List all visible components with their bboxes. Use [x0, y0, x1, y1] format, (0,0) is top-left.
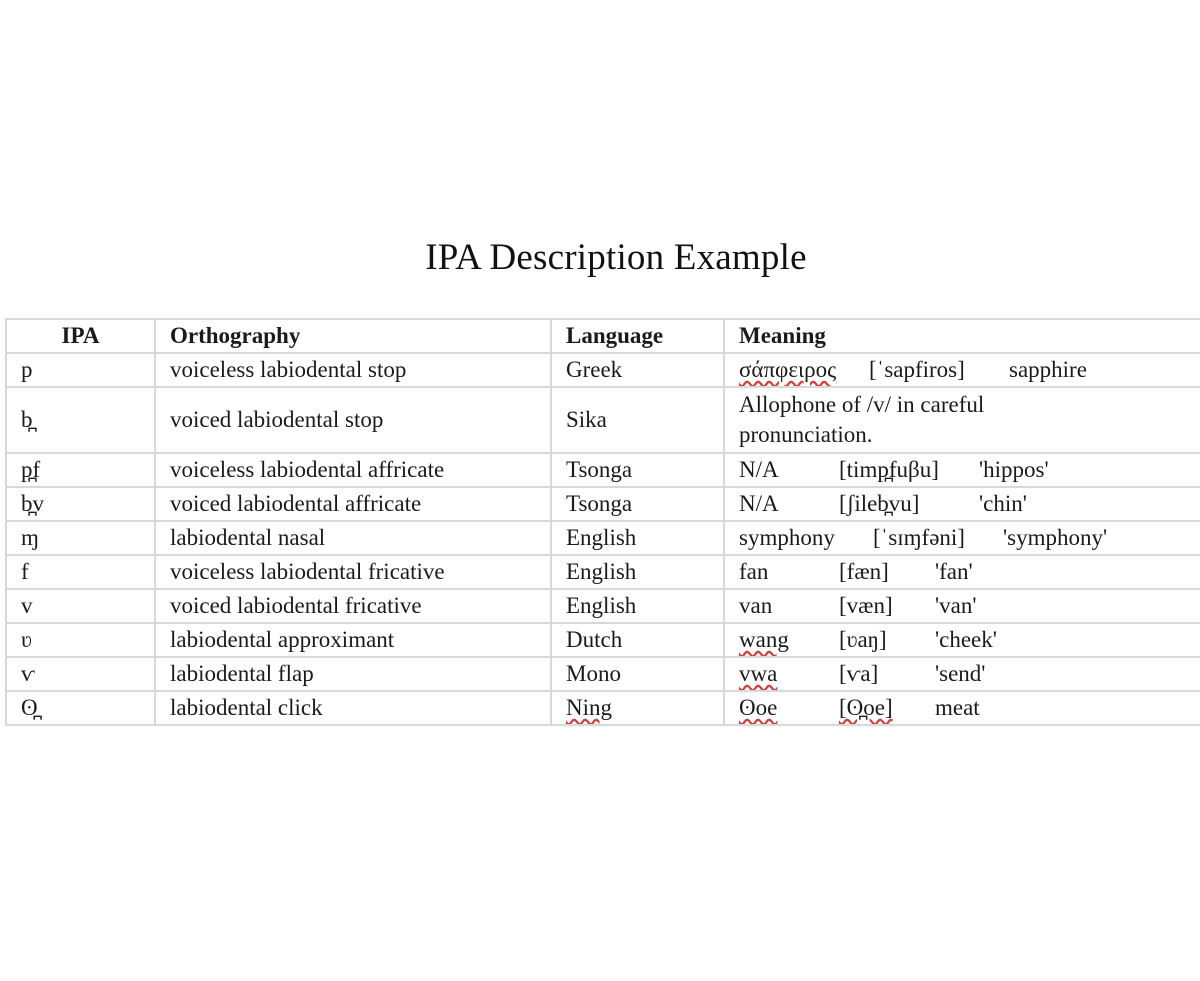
orthography-cell: voiced labiodental fricative	[155, 589, 551, 623]
meaning-word: N/A	[739, 457, 779, 482]
meaning-word: ʘoe	[739, 695, 778, 720]
language-cell	[551, 691, 724, 725]
language-cell: English	[551, 521, 724, 555]
language-text: Ning	[566, 695, 612, 720]
ipa-cell: ⱱ	[6, 657, 155, 691]
ipa-cell: b̪v	[6, 487, 155, 521]
orthography-cell: voiced labiodental stop	[155, 387, 551, 453]
table-row	[6, 487, 1200, 521]
language-cell: Tsonga	[551, 453, 724, 487]
ipa-cell: f	[6, 555, 155, 589]
table-row	[6, 453, 1200, 487]
meaning-gloss: 'fan'	[935, 559, 973, 584]
language-cell: Mono	[551, 657, 724, 691]
language-cell: Sika	[551, 387, 724, 453]
meaning-cell	[724, 521, 1200, 555]
meaning-word: symphony	[739, 525, 835, 550]
meaning-gloss: 'symphony'	[1003, 525, 1108, 550]
page-title: IPA Description Example	[425, 237, 807, 278]
meaning-cell	[724, 555, 1200, 589]
ipa-cell: ɱ	[6, 521, 155, 555]
meaning-word: σάπφειρος	[739, 357, 837, 382]
ipa-cell: b̪	[6, 387, 155, 453]
meaning-gloss: 'send'	[935, 661, 986, 686]
meaning-transcription: [ʘ̪oe]	[839, 695, 893, 720]
table-header-row	[6, 319, 1200, 353]
meaning-word: van	[739, 593, 773, 618]
orthography-cell: voiced labiodental affricate	[155, 487, 551, 521]
meaning-gloss: 'cheek'	[935, 627, 997, 652]
language-cell: English	[551, 589, 724, 623]
meaning-cell	[724, 387, 1200, 453]
language-cell: Dutch	[551, 623, 724, 657]
table-row	[6, 555, 1200, 589]
orthography-cell: voiceless labiodental affricate	[155, 453, 551, 487]
meaning-transcription: [timp̪fuβu]	[839, 457, 939, 482]
meaning-gloss: 'chin'	[979, 491, 1027, 516]
ipa-cell: p̪f	[6, 453, 155, 487]
meaning-transcription: [ʋaŋ]	[839, 627, 887, 652]
meaning-transcription: [ˈsapfiros]	[869, 357, 965, 382]
ipa-cell: v	[6, 589, 155, 623]
orthography-cell: labiodental nasal	[155, 521, 551, 555]
meaning-cell	[724, 657, 1200, 691]
table-row	[6, 589, 1200, 623]
meaning-gloss: 'van'	[935, 593, 977, 618]
meaning-cell	[724, 487, 1200, 521]
column-header-language: Language	[551, 319, 724, 353]
column-header-ipa: IPA	[6, 319, 155, 353]
meaning-word: N/A	[739, 491, 779, 516]
column-header-meaning: Meaning	[724, 319, 1200, 353]
ipa-table	[5, 318, 1200, 726]
table-row	[6, 353, 1200, 387]
meaning-word: fan	[739, 559, 769, 584]
meaning-gloss: meat	[935, 695, 980, 720]
meaning-cell	[724, 691, 1200, 725]
orthography-cell: labiodental flap	[155, 657, 551, 691]
table-row	[6, 691, 1200, 725]
table-row	[6, 623, 1200, 657]
meaning-transcription: [ˈsɪɱfəni]	[873, 525, 965, 550]
table-row	[6, 521, 1200, 555]
orthography-cell: voiceless labiodental stop	[155, 353, 551, 387]
meaning-transcription: [væn]	[839, 593, 893, 618]
meaning-word: wang	[739, 627, 789, 652]
meaning-transcription: [ʃileb̪vu]	[839, 491, 920, 516]
orthography-cell: labiodental click	[155, 691, 551, 725]
meaning-description: Allophone of /v/ in careful pronunciation.	[739, 392, 985, 447]
ipa-cell: p	[6, 353, 155, 387]
meaning-gloss: 'hippos'	[979, 457, 1049, 482]
meaning-transcription: [fæn]	[839, 559, 889, 584]
language-cell: English	[551, 555, 724, 589]
orthography-cell: voiceless labiodental fricative	[155, 555, 551, 589]
ipa-cell: ʘ̪	[6, 691, 155, 725]
meaning-transcription: [ⱱa]	[839, 661, 879, 686]
column-header-orthography: Orthography	[155, 319, 551, 353]
orthography-cell: labiodental approximant	[155, 623, 551, 657]
meaning-cell	[724, 453, 1200, 487]
language-cell: Greek	[551, 353, 724, 387]
meaning-cell	[724, 623, 1200, 657]
meaning-cell	[724, 589, 1200, 623]
meaning-word: vwa	[739, 661, 778, 686]
ipa-cell: ʋ	[6, 623, 155, 657]
table-row	[6, 387, 1200, 453]
table-row	[6, 657, 1200, 691]
meaning-cell	[724, 353, 1200, 387]
meaning-gloss: sapphire	[1009, 357, 1087, 382]
language-cell: Tsonga	[551, 487, 724, 521]
